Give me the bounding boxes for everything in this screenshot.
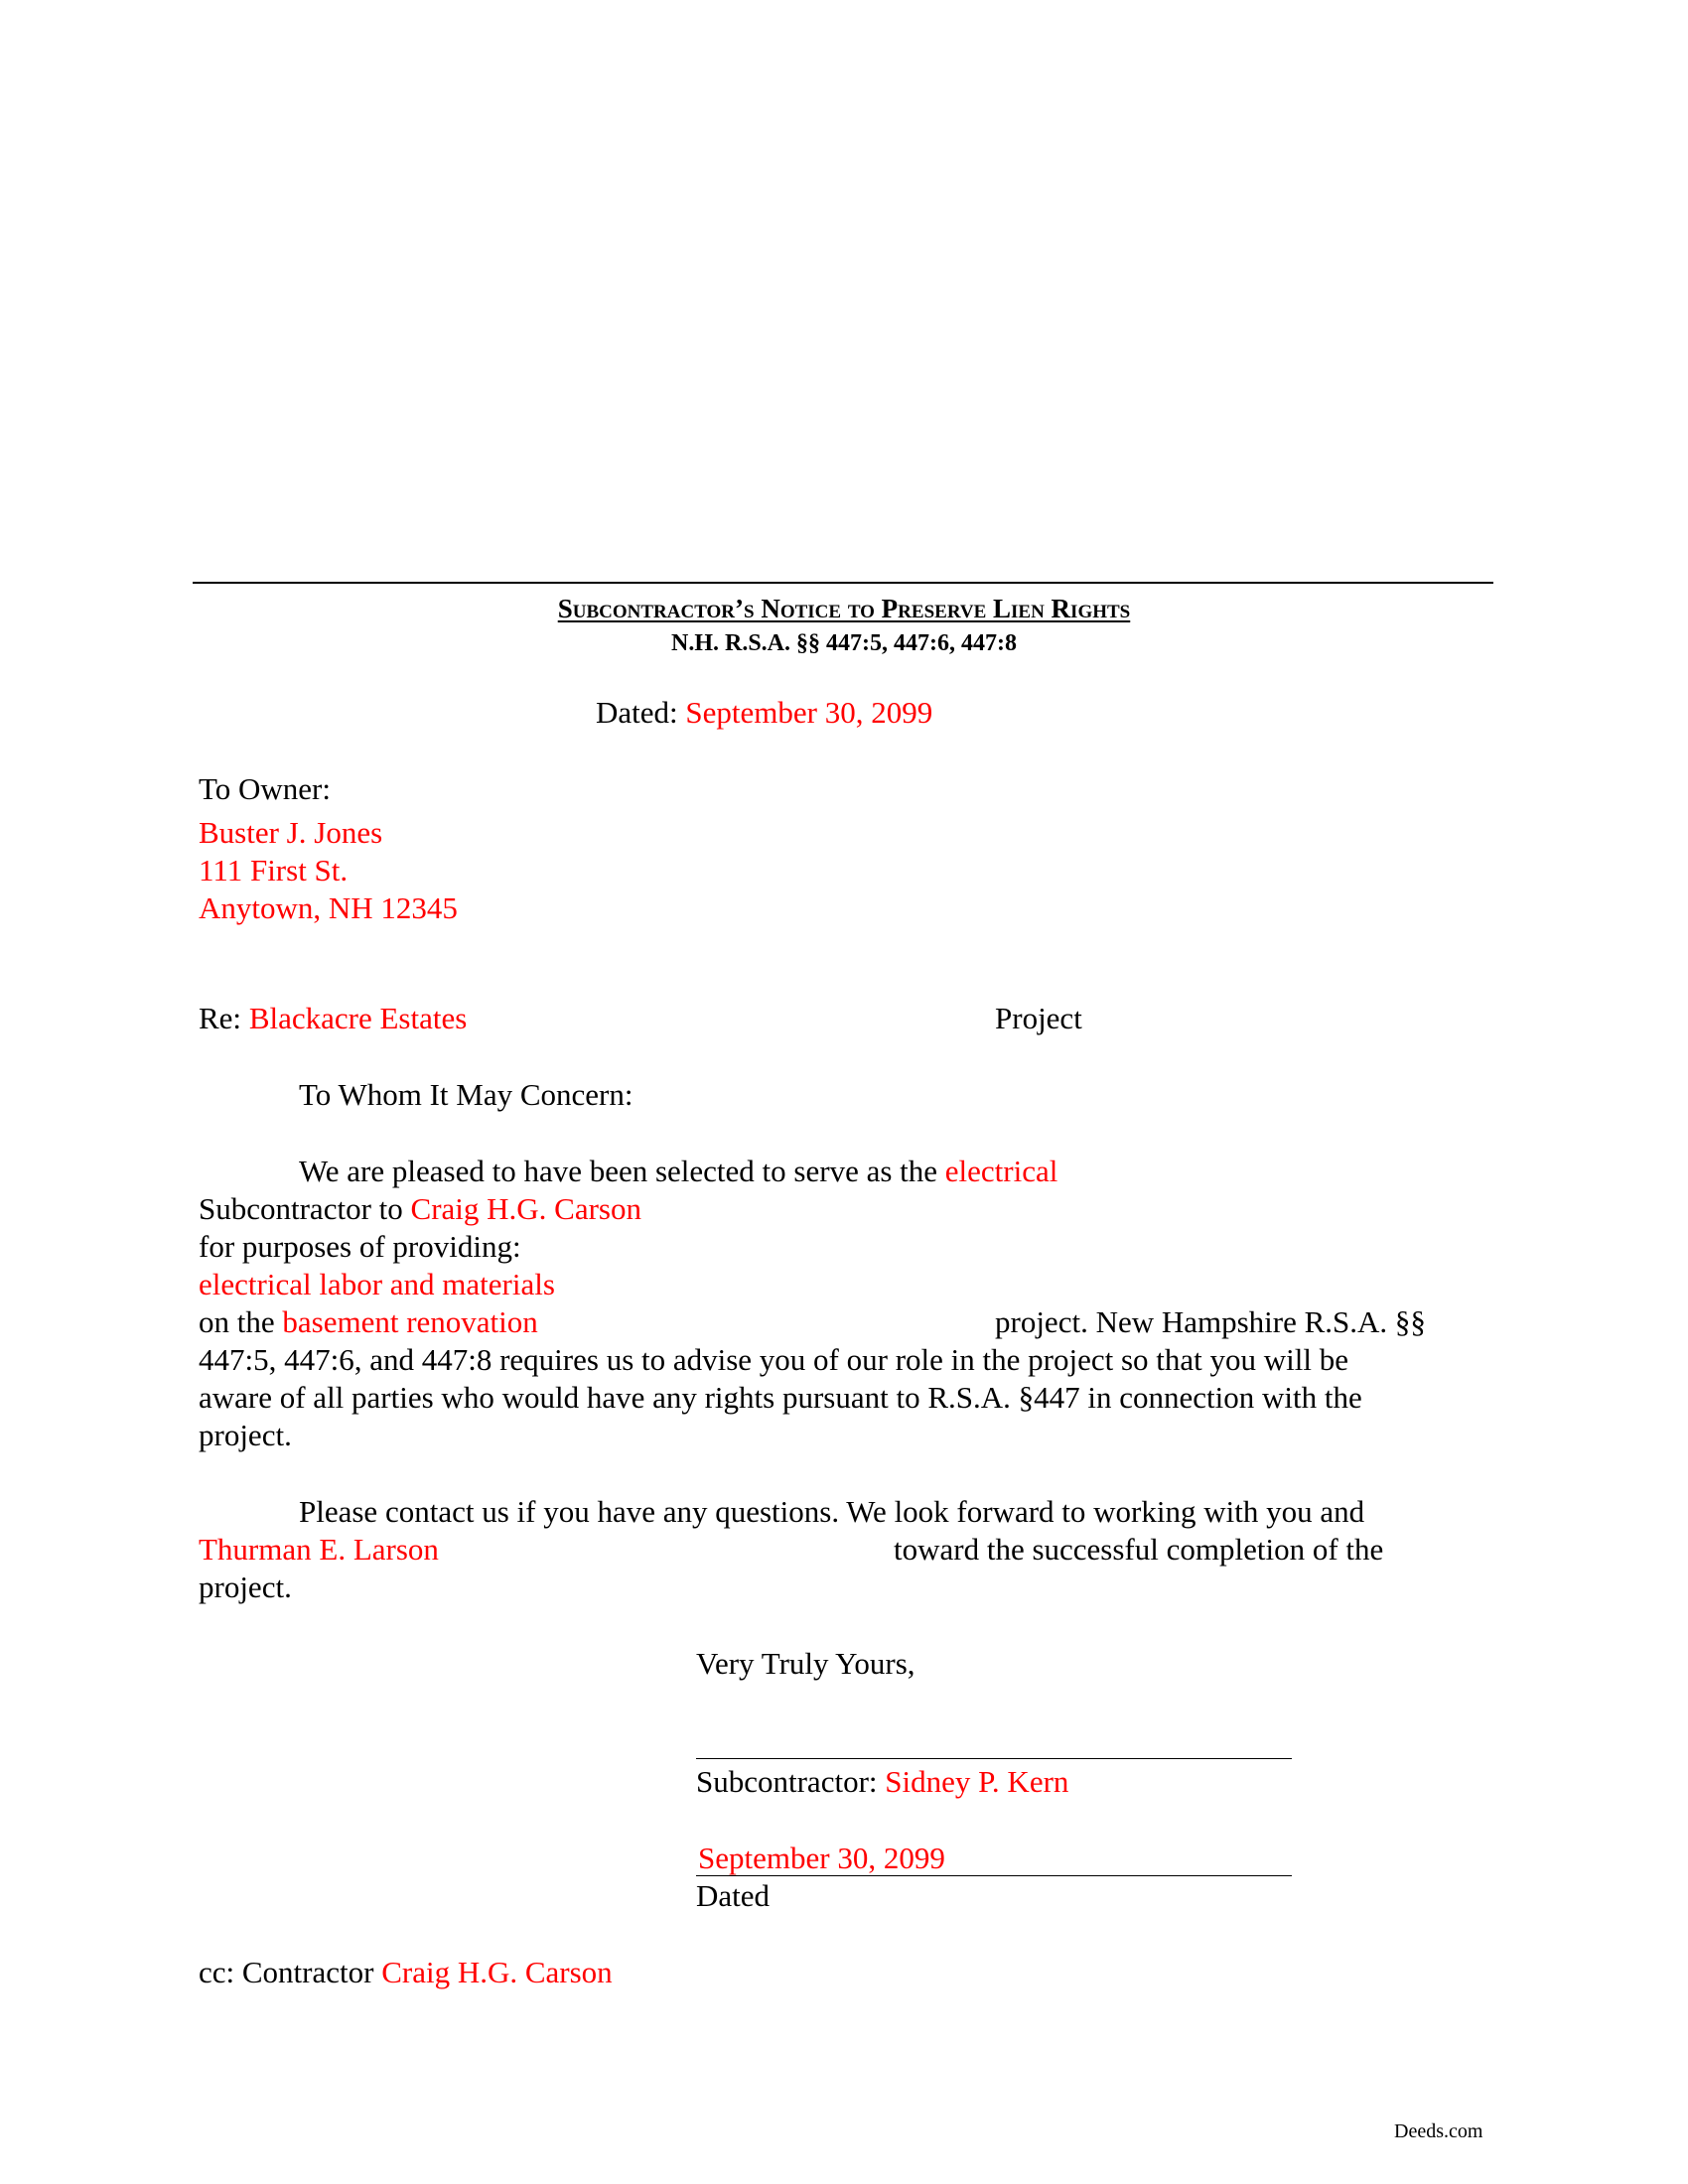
document-title: Subcontractor’s Notice to Preserve Lien Rights — [557, 594, 1131, 623]
contact-line: Please contact us if you have any questions. We look forward to working with you and — [299, 1494, 1365, 1529]
on-the-line — [199, 1303, 538, 1341]
subcontractor-name: Sidney P. Kern — [885, 1764, 1069, 1799]
re-label: Re: — [199, 1001, 242, 1035]
on-the-label: on the — [199, 1304, 275, 1339]
dated-value: September 30, 2099 — [685, 695, 933, 730]
subcontractor-to-line — [199, 1190, 641, 1228]
for-purposes-line: for purposes of providing: — [199, 1229, 521, 1264]
body-line-b: aware of all parties who would have any rights pursuant to R.S.A. §447 in connection with the — [199, 1380, 1362, 1415]
project-type: basement renovation — [282, 1304, 538, 1339]
project-word: Project — [995, 1001, 1082, 1035]
project-statute-text: project. New Hampshire R.S.A. §§ — [995, 1304, 1426, 1339]
toward-text: toward the successful completion of the — [894, 1532, 1384, 1567]
owner-street: 111 First St. — [199, 853, 349, 887]
statute-reference: N.H. R.S.A. §§ 447:5, 447:6, 447:8 — [671, 630, 1017, 656]
date-line — [696, 1875, 1292, 1876]
trade: electrical — [944, 1154, 1058, 1188]
cc-label: cc: Contractor — [199, 1955, 374, 1989]
header-rule — [193, 582, 1493, 584]
subcontractor-label: Subcontractor: — [696, 1764, 878, 1799]
contractor-name-2: Thurman E. Larson — [199, 1532, 439, 1567]
subcontractor-to-label: Subcontractor to — [199, 1191, 403, 1226]
body-intro: We are pleased to have been selected to serve as the — [299, 1154, 938, 1188]
owner-name: Buster J. Jones — [199, 815, 383, 850]
signed-dated-label: Dated — [696, 1878, 771, 1913]
cc-name: Craig H.G. Carson — [381, 1955, 613, 1989]
to-owner-label: To Owner: — [199, 771, 331, 806]
salutation: To Whom It May Concern: — [299, 1077, 633, 1112]
body-intro-line — [299, 1153, 1057, 1190]
closing: Very Truly Yours, — [696, 1646, 915, 1681]
project-name: Blackacre Estates — [248, 1001, 468, 1035]
re-line — [199, 1000, 467, 1037]
project-end: project. — [199, 1570, 292, 1604]
owner-city-state-zip: Anytown, NH 12345 — [199, 890, 458, 925]
dated-label: Dated: — [596, 695, 678, 730]
dated-line — [596, 694, 932, 732]
services-line: electrical labor and materials — [199, 1267, 555, 1301]
subcontractor-line — [696, 1763, 1068, 1801]
body-line-c: project. — [199, 1418, 292, 1452]
body-line-a: 447:5, 447:6, and 447:8 requires us to advise you of our role in the project so that you will be — [199, 1342, 1348, 1377]
cc-line — [199, 1954, 613, 1991]
signed-date: September 30, 2099 — [698, 1841, 945, 1875]
signature-line — [696, 1758, 1292, 1759]
contractor-name: Craig H.G. Carson — [410, 1191, 641, 1226]
footer-brand: Deeds.com — [1394, 2120, 1483, 2142]
